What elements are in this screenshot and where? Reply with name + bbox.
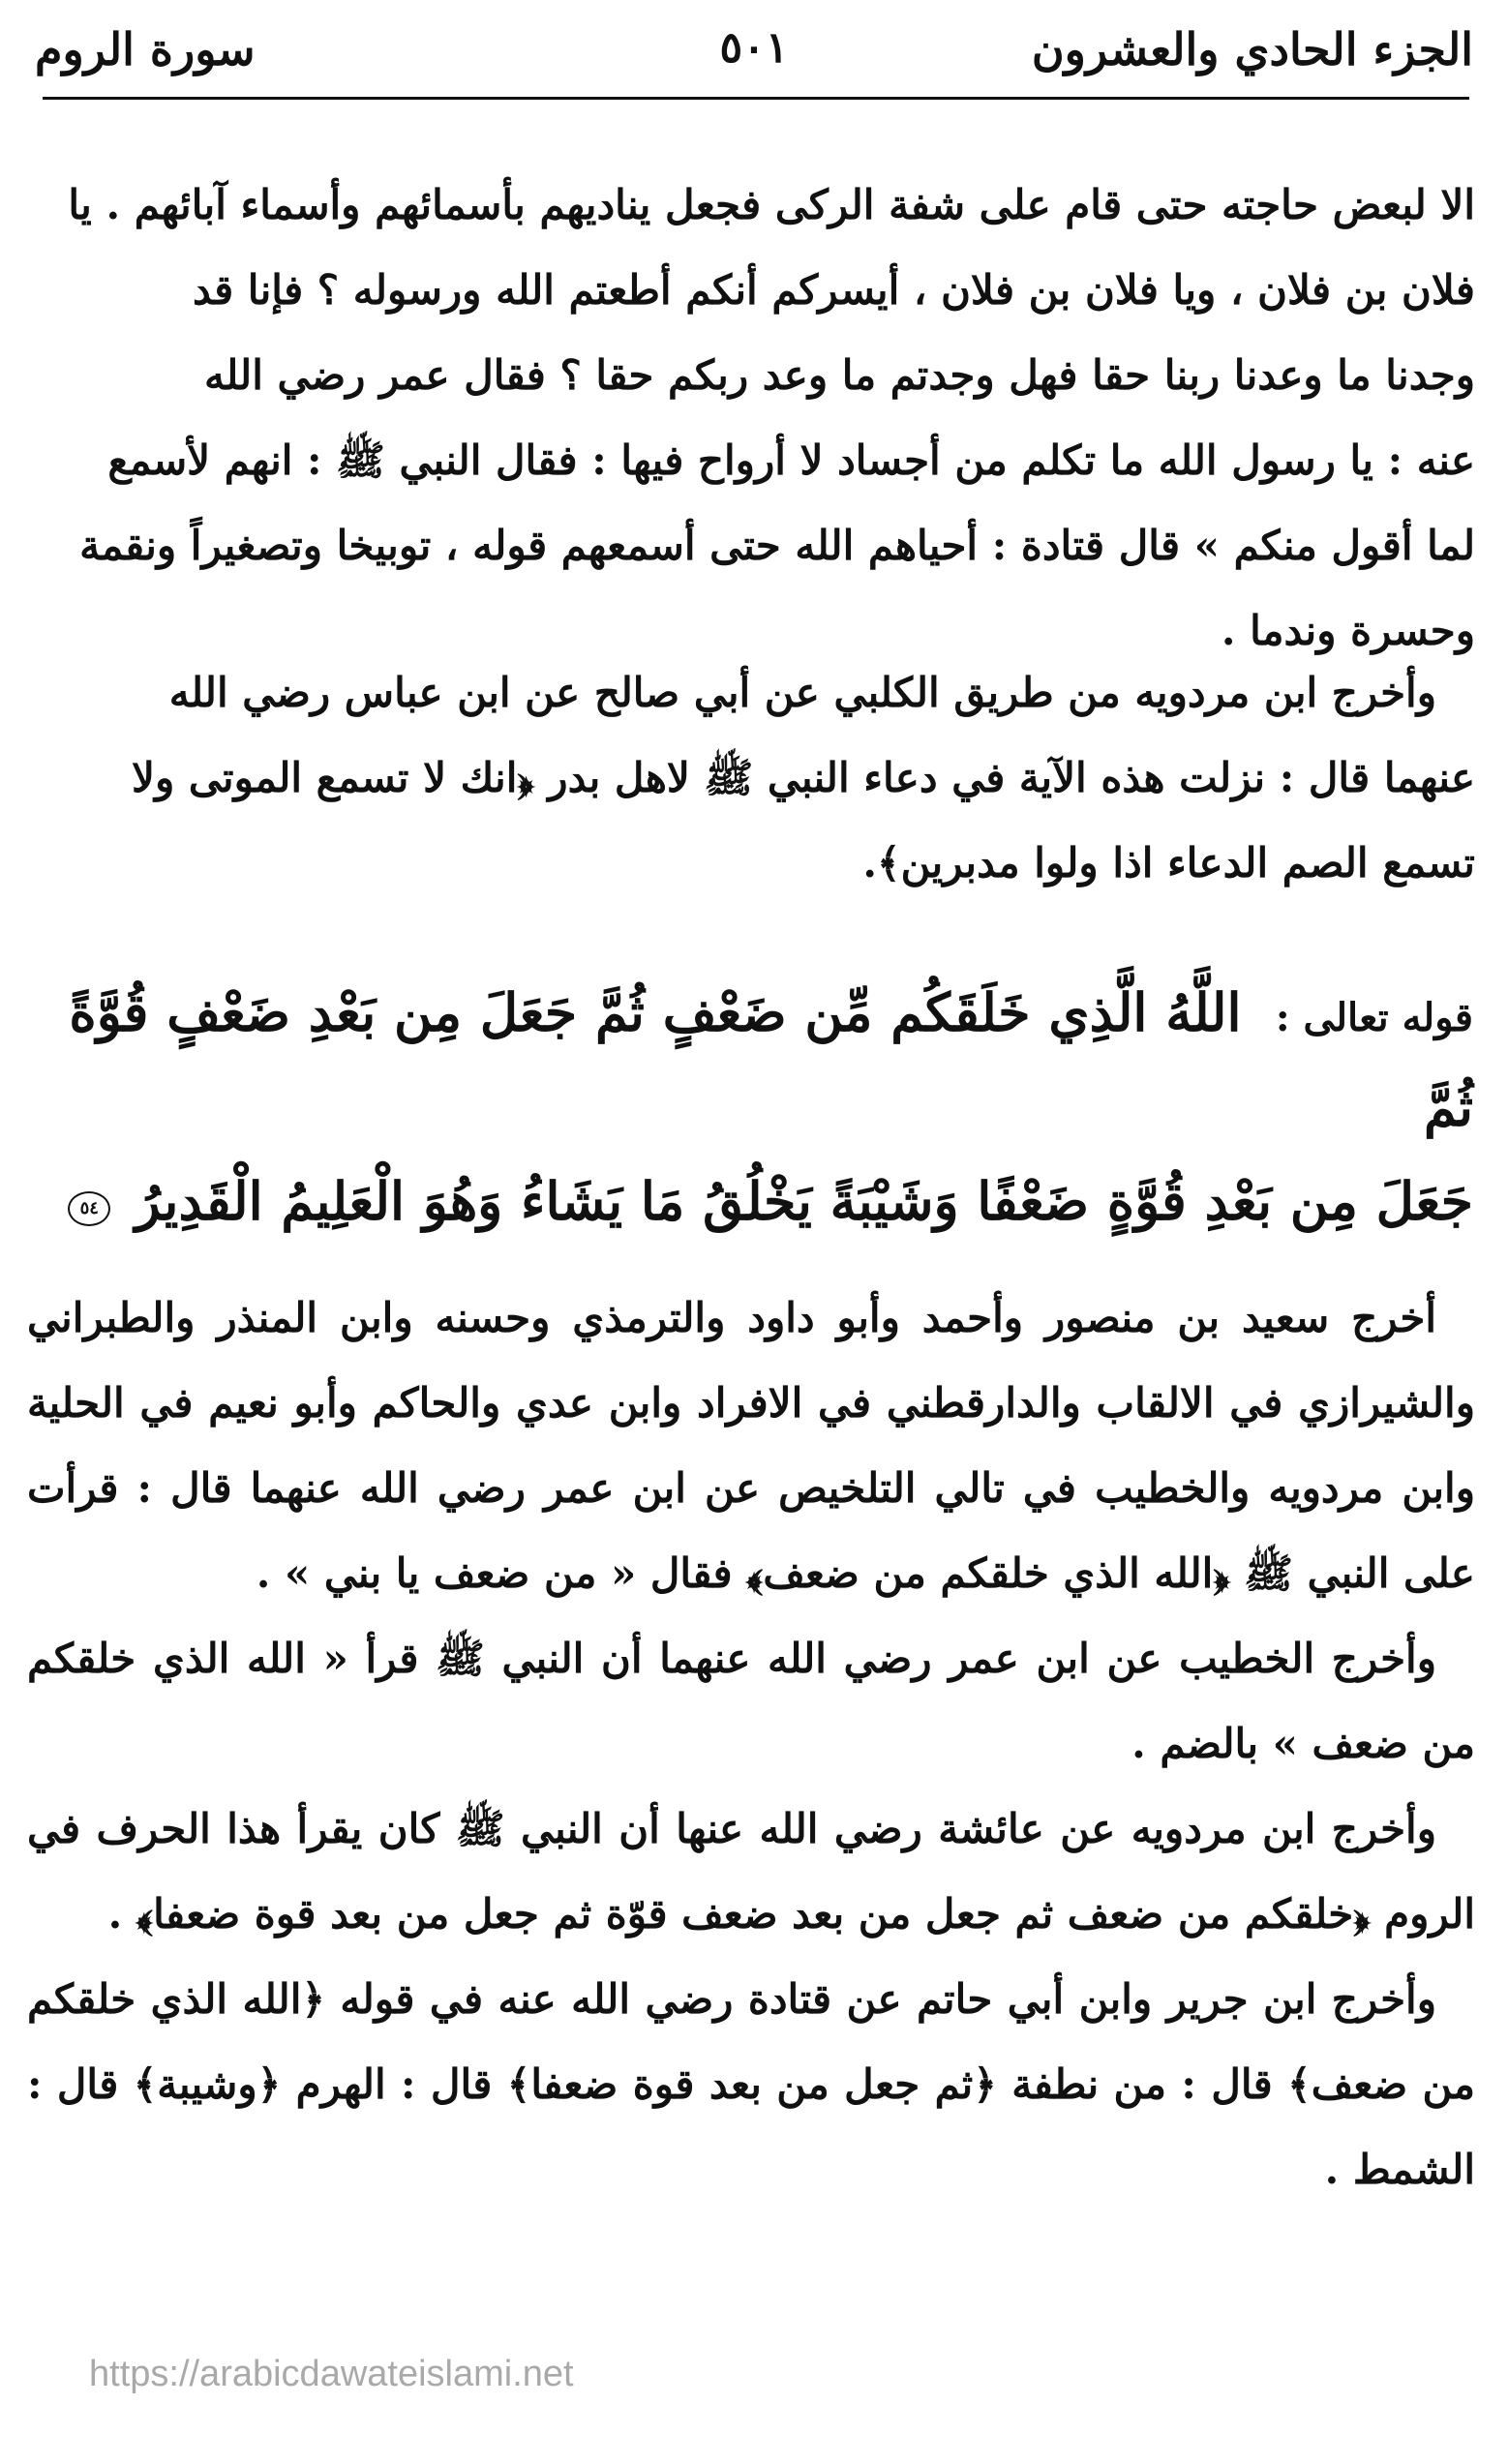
commentary-paragraph: وأخرج ابن جرير وابن أبي حاتم عن قتادة رضي الله عنه في قوله ﴿الله الذي خلقكم من ضعف﴾ قال : من نطفة ﴿ثم جعل من بعد قوة ضعفا﴾ قال : الهرم ﴿وشيبة﴾ قال : الشمط . bbox=[27, 1975, 1475, 2193]
text-line: وحسرة وندما . bbox=[1221, 607, 1475, 654]
text-line: تسمع الصم الدعاء اذا ولوا مدبرين﴾. bbox=[862, 839, 1475, 886]
watermark-url: https://arabicdawateislami.net bbox=[89, 2354, 574, 2394]
text-line: وجدنا ما وعدنا ربنا حقا فهل وجدتم ما وعد ربكم حقا ؟ فقال عمر رضي الله bbox=[204, 351, 1475, 399]
text-line: الا لبعض حاجته حتى قام على شفة الركى فجعل يناديهم بأسمائهم وأسماء آبائهم . يا bbox=[68, 181, 1475, 228]
text-line: وأخرج ابن مردويه من طريق الكلبي عن أبي صالح عن ابن عباس رضي الله bbox=[168, 669, 1436, 716]
paragraph-ibn-mardawayh bbox=[27, 650, 1475, 906]
header-divider bbox=[43, 97, 1469, 100]
paragraph-continuation bbox=[27, 163, 1475, 674]
commentary-paragraph: وأخرج ابن مردويه عن عائشة رضي الله عنها أن النبي ﷺ كان يقرأ هذا الحرف في الروم ﴿خلقكم من ضعف ثم جعل من بعد ضعف قوّة ثم جعل من بعد قوة ضعفا﴾ . bbox=[27, 1805, 1475, 1938]
page-header bbox=[35, 17, 1473, 85]
commentary-paragraph: أخرج سعيد بن منصور وأحمد وأبو داود والترمذي وحسنه وابن المنذر والطبراني والشيرازي في الالقاب والدارقطني في الافراد وابن عدي والحاكم وأبو نعيم في الحلية وابن مردويه والخطيب في تالي التلخيص عن ابن عمر رضي الله عنهما قال : قرأت على النبي ﷺ ﴿الله الذي خلقكم من ضعف﴾ فقال « من ضعف يا بني » . bbox=[27, 1294, 1475, 1597]
page-number: ٥٠١ bbox=[719, 23, 789, 73]
text-line: عنهما قال : نزلت هذه الآية في دعاء النبي ﷺ لاهل بدر ﴿انك لا تسمع الموتى ولا bbox=[132, 754, 1475, 801]
commentary-section bbox=[27, 1276, 1475, 2212]
text-line: فلان بن فلان ، ويا فلان بن فلان ، أيسركم أنكم أطعتم الله ورسوله ؟ فإنا قد bbox=[193, 266, 1475, 314]
ayah-number-marker: ٥٤ bbox=[68, 1191, 110, 1226]
verse-intro: قوله تعالى : bbox=[1275, 995, 1473, 1040]
text-line: لما أقول منكم » قال قتادة : أحياهم الله حتى أسمعهم قوله ، توبيخا وتصغيراً ونقمة bbox=[79, 522, 1475, 569]
text-line: عنه : يا رسول الله ما تكلم من أجساد لا أرواح فيها : فقال النبي ﷺ : انهم لأسمع bbox=[107, 436, 1475, 484]
quran-verse bbox=[58, 968, 1473, 1250]
verse-text-2: جَعَلَ مِن بَعْدِ قُوَّةٍ ضَعْفًا وَشَيْبَةً يَخْلُقُ مَا يَشَاءُ وَهُوَ الْعَلِيمُ الْقَدِيرُ bbox=[135, 1170, 1473, 1232]
verse-line-2 bbox=[58, 1157, 1473, 1250]
verse-text-1: اللَّهُ الَّذِي خَلَقَكُم مِّن ضَعْفٍ ثُمَّ جَعَلَ مِن بَعْدِ ضَعْفٍ قُوَّةً ثُمَّ bbox=[69, 981, 1473, 1138]
commentary-paragraph: وأخرج الخطيب عن ابن عمر رضي الله عنهما أن النبي ﷺ قرأ « الله الذي خلقكم من ضعف » بالضم . bbox=[27, 1635, 1475, 1767]
verse-line-1 bbox=[58, 968, 1473, 1157]
surah-title: سورة الروم bbox=[35, 23, 256, 75]
part-title: الجزء الحادي والعشرون bbox=[1031, 23, 1473, 75]
